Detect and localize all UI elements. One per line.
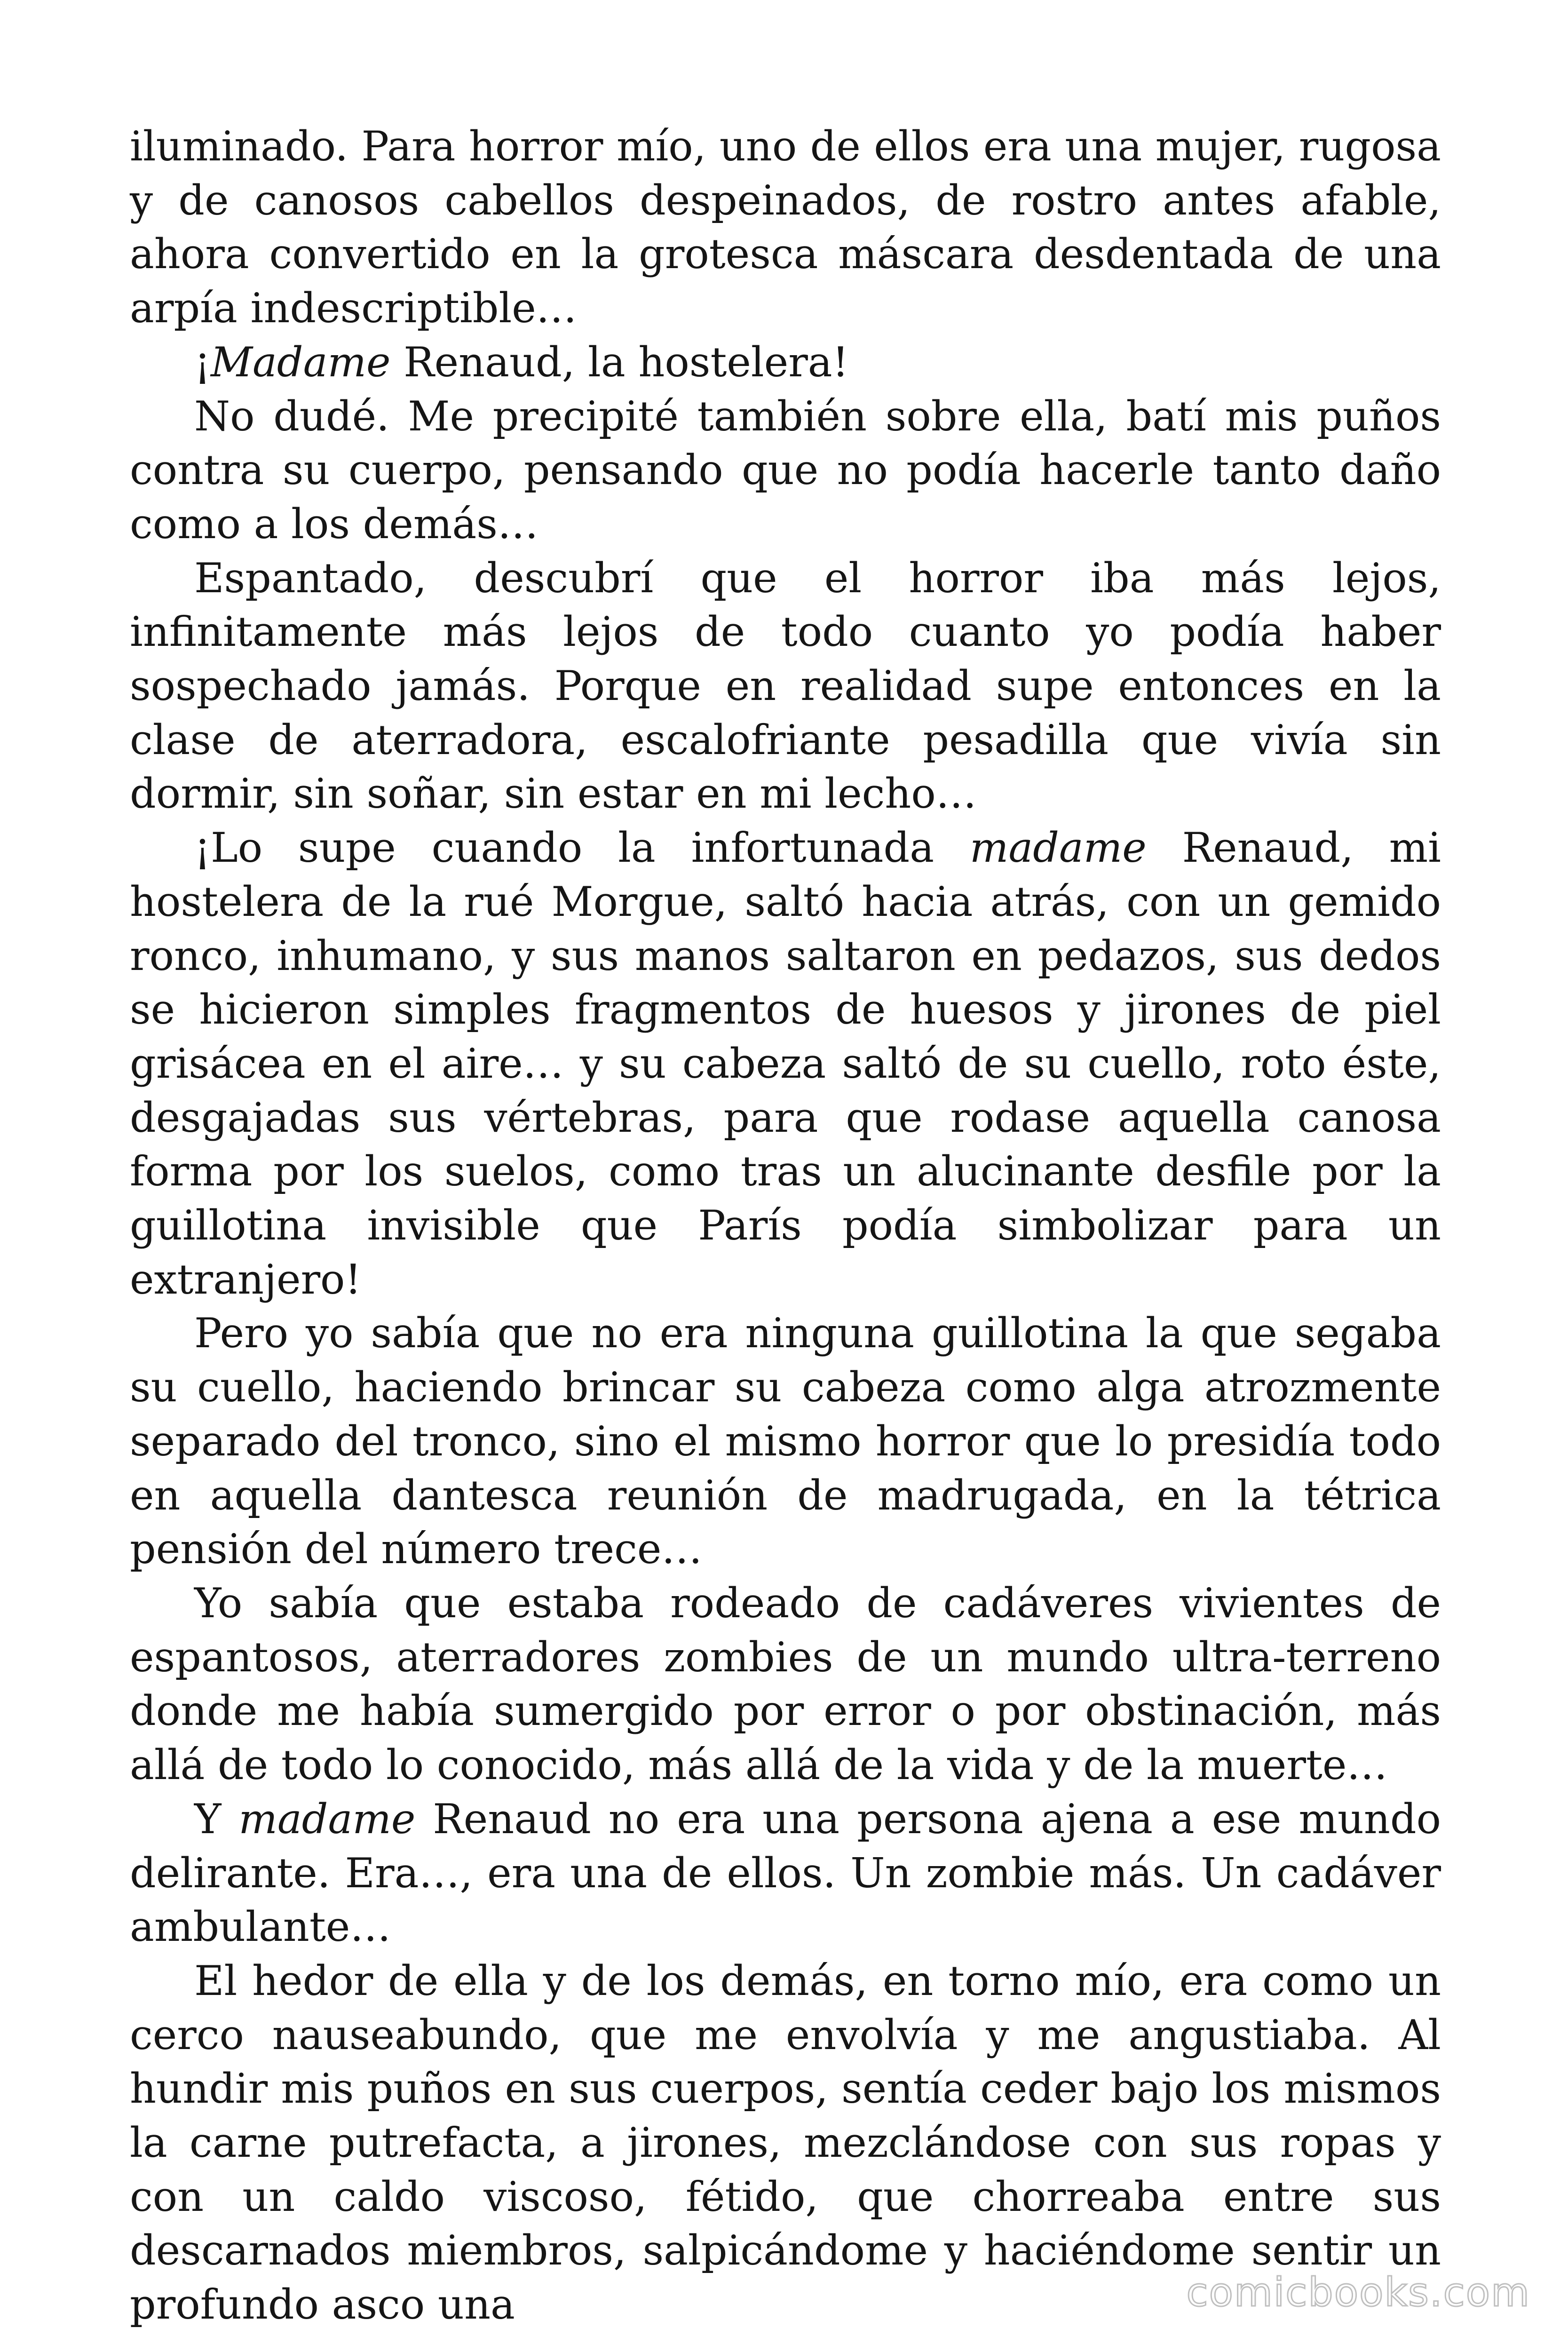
- paragraph: [130, 1306, 1441, 1576]
- text-run: iluminado. Para horror mío, uno de ellos era una mujer, rugosa y de canosos cabellos despeinados, de rostro antes afable, ahora convertido en la grotesca máscara desdentada de una arpía indescriptible…: [130, 122, 1441, 333]
- text-run: ¡Lo supe cuando la infortunada: [194, 824, 970, 872]
- text-run: Pero yo sabía que no era ninguna guillotina la que segaba su cuello, haciendo brincar su cabeza como alga atrozmente separado del tronco, sino el mismo horror que lo presidía todo en aquella dantesca reunión de madrugada, en la tétrica pensión del número trece…: [130, 1309, 1441, 1573]
- text-run: Renaud, la hostelera!: [390, 338, 849, 386]
- paragraph: [130, 389, 1441, 551]
- body-text: [130, 119, 1441, 2332]
- paragraph: [130, 1792, 1441, 1954]
- text-run: Y: [194, 1795, 239, 1843]
- text-run: Yo sabía que estaba rodeado de cadáveres vivientes de espantosos, aterradores zombies de un mundo ultra-terreno donde me había sumergido por error o por obstinación, más allá de todo lo conocido, más allá de la vida y de la muerte…: [130, 1579, 1441, 1789]
- text-run: ¡: [194, 338, 211, 386]
- paragraph: [130, 335, 1441, 389]
- paragraph: [130, 821, 1441, 1306]
- text-run: Renaud no era una persona ajena a ese mundo delirante. Era…, era una de ellos. Un zombie más. Un cadáver ambulante…: [130, 1795, 1441, 1951]
- italic-text: madame: [238, 1795, 416, 1843]
- text-run: Renaud, mi hostelera de la rué Morgue, saltó hacia atrás, con un gemido ronco, inhumano, y sus manos saltaron en pedazos, sus dedos se hicieron simples fragmentos de huesos y jirones de piel grisácea en el aire… y su cabeza saltó de su cuello, roto éste, desgajadas sus vértebras, para que rodase aquella canosa forma por los suelos, como tras un alucinante desfile por la guillotina invisible que París podía simbolizar para un extranjero!: [130, 824, 1441, 1303]
- paragraph: [130, 119, 1441, 335]
- italic-text: madame: [969, 824, 1147, 872]
- text-run: El hedor de ella y de los demás, en torno mío, era como un cerco nauseabundo, que me envolvía y me angustiaba. Al hundir mis puños en sus cuerpos, sentía ceder bajo los mismos la carne putrefacta, a jirones, mezclándose con sus ropas y con un caldo viscoso, fétido, que chorreaba entre sus descarnados miembros, salpicándome y haciéndome sentir un profundo asco una: [130, 1956, 1441, 2329]
- text-run: Espantado, descubrí que el horror iba más lejos, infinitamente más lejos de todo cuanto yo podía haber sospechado jamás. Porque en realidad supe entonces en la clase de aterradora, escalofriante pesadilla que vivía sin dormir, sin soñar, sin estar en mi lecho…: [130, 554, 1441, 818]
- watermark-text: comicbooks.com: [1186, 2269, 1530, 2315]
- paragraph: [130, 551, 1441, 821]
- text-run: No dudé. Me precipité también sobre ella, batí mis puños contra su cuerpo, pensando que no podía hacerle tanto daño como a los demás…: [130, 392, 1441, 548]
- paragraph: [130, 1576, 1441, 1792]
- italic-text: Madame: [210, 338, 391, 386]
